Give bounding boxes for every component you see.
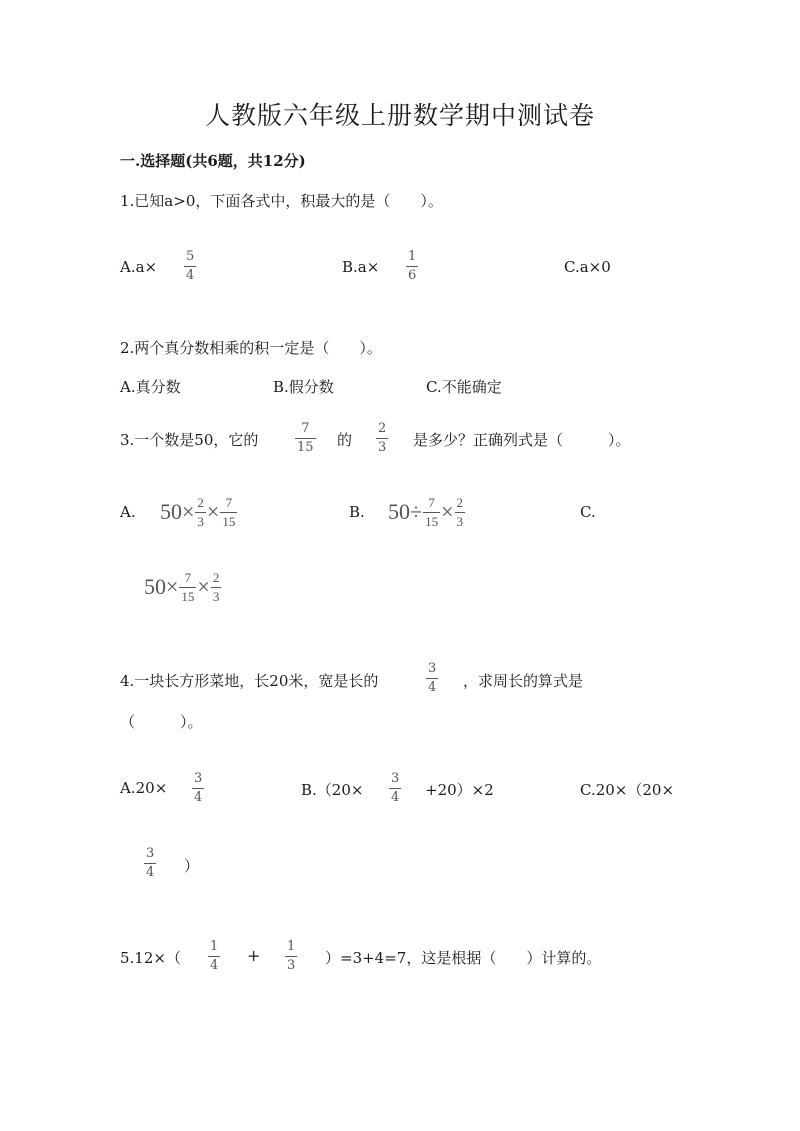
numerator: 1 <box>287 939 296 954</box>
question-3-option-c-label: C. <box>580 503 596 521</box>
question-2-option-a: A.真分数 <box>120 378 181 396</box>
numerator: 5 <box>186 249 195 264</box>
numerator: 3 <box>428 661 437 676</box>
question-1-option-b: B.a× <box>342 258 380 276</box>
fraction <box>406 249 418 283</box>
question-5-stem-part2: ）=3+4=7，这是根据（ ）计算的。 <box>325 949 602 967</box>
operator: × <box>197 574 210 600</box>
question-2-option-c: C.不能确定 <box>426 378 502 396</box>
fraction <box>295 421 316 455</box>
question-4-stem-part1: 4.一块长方形菜地，长20米，宽是长的 <box>120 672 379 690</box>
operator: × <box>166 574 179 600</box>
fraction-bar <box>389 788 401 789</box>
number: 50 <box>144 574 166 600</box>
question-4-option-a: A.20× <box>120 779 168 797</box>
question-2-stem: 2.两个真分数相乘的积一定是（ ）。 <box>120 339 382 357</box>
number: 50 <box>388 499 410 525</box>
denominator: 6 <box>408 267 417 283</box>
fraction <box>426 661 438 695</box>
numerator: 7 <box>225 495 233 510</box>
numerator: 1 <box>408 249 417 264</box>
fraction-bar <box>426 678 438 679</box>
question-4-stem-part3: （ ）。 <box>120 713 203 731</box>
fraction <box>179 570 196 604</box>
question-3-option-a-label: A. <box>120 503 136 521</box>
numerator: 2 <box>378 421 387 436</box>
numerator: 3 <box>146 846 155 861</box>
numerator: 3 <box>391 771 400 786</box>
fraction-bar <box>184 266 196 267</box>
operator: ÷ <box>410 499 423 525</box>
numerator: 1 <box>210 939 219 954</box>
plus-sign: + <box>247 946 261 965</box>
denominator: 4 <box>146 864 155 880</box>
fraction <box>455 495 466 529</box>
fraction-bar <box>376 438 388 439</box>
numerator: 7 <box>428 495 435 510</box>
denominator: 4 <box>194 789 203 805</box>
question-3-option-b-label: B. <box>349 503 365 521</box>
denominator: 3 <box>378 439 387 455</box>
numerator: 2 <box>456 495 463 510</box>
fraction-bar <box>423 512 440 513</box>
question-4-option-c-tail: ） <box>184 857 200 875</box>
page-title: 人教版六年级上册数学期中测试卷 <box>204 101 595 130</box>
section-heading: 一.选择题(共6题，共12分) <box>120 152 306 170</box>
fraction <box>211 570 222 604</box>
question-2-option-b: B.假分数 <box>273 378 334 396</box>
fraction <box>208 939 220 973</box>
question-3-stem-part3: 是多少？正确列式是（ ）。 <box>413 431 631 449</box>
operator: × <box>182 499 195 525</box>
fraction-bar <box>208 956 220 957</box>
fraction-bar <box>179 587 196 588</box>
denominator: 3 <box>212 588 220 604</box>
number: 50 <box>160 499 182 525</box>
numerator: 2 <box>197 495 204 510</box>
question-3-stem-part2: 的 <box>337 431 353 449</box>
denominator: 4 <box>186 267 195 283</box>
fraction <box>195 495 206 529</box>
fraction-bar <box>295 438 316 439</box>
fraction <box>389 771 401 805</box>
fraction-bar <box>285 956 297 957</box>
question-3-option-a-expression <box>160 495 238 529</box>
denominator: 4 <box>428 679 437 695</box>
fraction <box>423 495 440 529</box>
denominator: 3 <box>197 513 204 529</box>
denominator: 15 <box>222 513 236 529</box>
fraction <box>184 249 196 283</box>
operator: × <box>206 499 220 525</box>
fraction-bar <box>195 512 206 513</box>
denominator: 3 <box>287 957 296 973</box>
fraction-bar <box>220 512 237 513</box>
fraction-bar <box>455 512 466 513</box>
denominator: 15 <box>297 439 314 455</box>
question-3-option-b-expression <box>388 495 466 529</box>
fraction-bar <box>192 788 204 789</box>
fraction-bar <box>406 266 418 267</box>
denominator: 4 <box>391 789 400 805</box>
question-4-option-c: C.20×（20× <box>580 781 675 799</box>
fraction <box>285 939 297 973</box>
question-1-option-a: A.a× <box>120 258 158 276</box>
fraction <box>144 846 156 880</box>
question-3-stem-part1: 3.一个数是50，它的 <box>120 431 259 449</box>
numerator: 7 <box>184 570 192 585</box>
question-4-option-b-part1: B.（20× <box>301 781 364 799</box>
fraction-bar <box>211 587 222 588</box>
question-1-stem: 1.已知a>0，下面各式中，积最大的是（ ）。 <box>120 192 443 210</box>
fraction <box>220 495 237 529</box>
question-4-stem-part2: ，求周长的算式是 <box>463 672 584 690</box>
denominator: 4 <box>210 957 219 973</box>
numerator: 7 <box>301 421 310 436</box>
operator: × <box>441 499 454 525</box>
fraction-bar <box>144 863 156 864</box>
question-5-stem-part1: 5.12×（ <box>120 949 181 967</box>
denominator: 3 <box>456 513 463 529</box>
fraction <box>376 421 388 455</box>
question-1-option-c: C.a×0 <box>564 258 611 276</box>
numerator: 2 <box>212 570 220 585</box>
numerator: 3 <box>194 771 203 786</box>
question-3-option-c-expression <box>144 570 222 604</box>
fraction <box>192 771 204 805</box>
question-4-option-b-part2: +20）×2 <box>425 781 494 799</box>
denominator: 15 <box>181 588 195 604</box>
denominator: 15 <box>425 513 439 529</box>
